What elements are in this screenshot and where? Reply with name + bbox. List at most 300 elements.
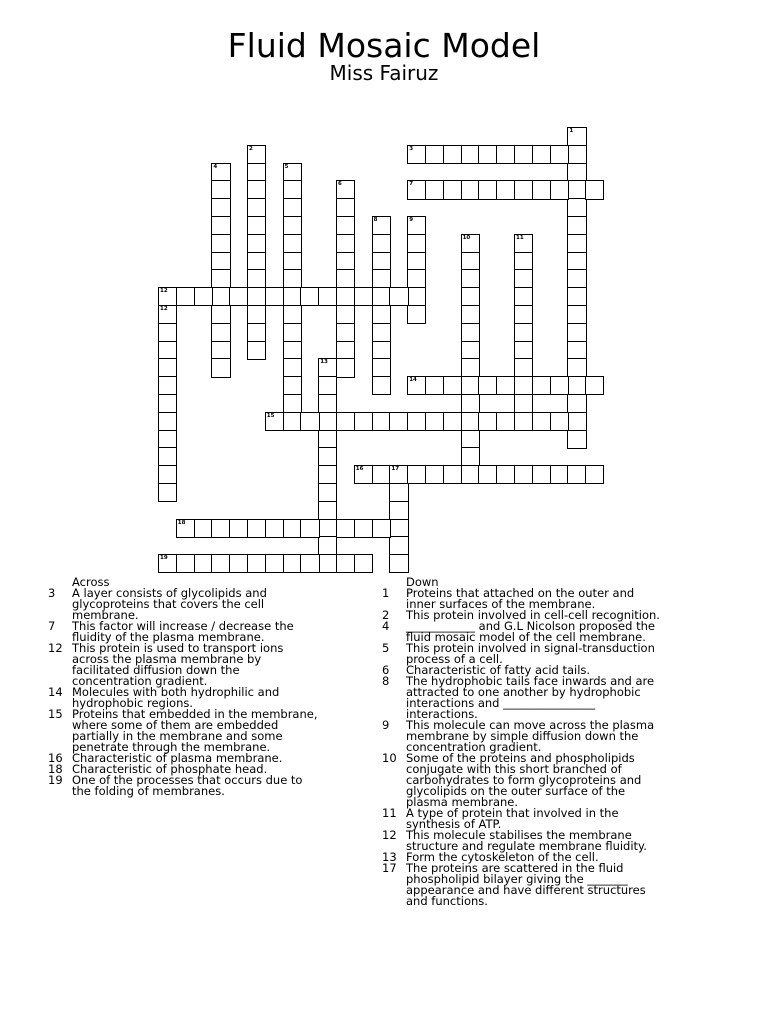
grid-cell[interactable]: [567, 358, 586, 377]
grid-cell[interactable]: [318, 519, 337, 538]
cell-number: 3: [409, 145, 414, 152]
clue-text: Characteristic of fatty acid tails.: [406, 663, 591, 677]
grid-cell[interactable]: [211, 341, 230, 360]
clue-number: 9: [382, 718, 390, 732]
grid-cell[interactable]: [461, 394, 480, 413]
clue-text: Some of the proteins and phospholipids conjugate with this short branched of carbohydrates to form glycoproteins and glycolipids on the outer surface of the plasma membrane.: [406, 751, 642, 809]
grid-cell[interactable]: [211, 180, 230, 199]
grid-cell[interactable]: [372, 216, 391, 235]
grid-cell[interactable]: [229, 519, 248, 538]
grid-cell[interactable]: [247, 252, 266, 271]
clue-text: This molecule can move across the plasma membrane by simple diffusion down the concentration gradient.: [406, 718, 655, 754]
grid-cell[interactable]: [461, 341, 480, 360]
grid-cell[interactable]: [158, 483, 177, 502]
grid-cell[interactable]: [211, 305, 230, 324]
grid-cell[interactable]: [283, 180, 302, 199]
grid-cell[interactable]: [532, 376, 551, 395]
grid-cell[interactable]: [265, 519, 284, 538]
grid-cell[interactable]: [407, 252, 426, 271]
grid-cell[interactable]: [407, 216, 426, 235]
grid-cell[interactable]: [336, 519, 355, 538]
clue-number: 12: [382, 828, 397, 842]
grid-cell[interactable]: [425, 465, 444, 484]
grid-cell[interactable]: [354, 287, 373, 306]
grid-cell[interactable]: [567, 198, 586, 217]
clue-number: 11: [382, 806, 397, 820]
grid-cell[interactable]: [567, 412, 586, 431]
grid-cell[interactable]: [496, 465, 515, 484]
grid-cell[interactable]: [247, 519, 266, 538]
grid-cell[interactable]: [514, 376, 533, 395]
grid-cell[interactable]: [372, 341, 391, 360]
clue-text: ____________ and G.L Nicolson proposed the fluid mosaic model of the cell membrane.: [406, 619, 655, 644]
grid-cell[interactable]: [532, 145, 551, 164]
down-clue: [382, 808, 662, 830]
grid-cell[interactable]: [461, 269, 480, 288]
grid-cell[interactable]: [461, 252, 480, 271]
grid-cell[interactable]: [283, 216, 302, 235]
grid-cell[interactable]: [372, 234, 391, 253]
grid-cell[interactable]: [283, 323, 302, 342]
grid-cell[interactable]: [425, 376, 444, 395]
grid-cell[interactable]: [318, 554, 337, 573]
grid-cell[interactable]: [461, 323, 480, 342]
grid-cell[interactable]: [567, 163, 586, 182]
grid-cell[interactable]: [283, 519, 302, 538]
grid-cell[interactable]: [158, 554, 177, 573]
clue-number: 16: [48, 751, 63, 765]
clue-text: The hydrophobic tails face inwards and are attracted to one another by hydrophobic interactions and ________________ interactions.: [406, 674, 655, 721]
grid-cell[interactable]: [461, 234, 480, 253]
grid-cell[interactable]: [425, 145, 444, 164]
grid-cell[interactable]: [247, 323, 266, 342]
grid-cell[interactable]: [389, 412, 408, 431]
grid-cell[interactable]: [300, 412, 319, 431]
clue-text: One of the processes that occurs due to the folding of membranes.: [72, 773, 303, 798]
down-clue: [382, 676, 662, 720]
grid-cell[interactable]: [461, 430, 480, 449]
across-clue: [48, 775, 318, 797]
down-clue: [382, 720, 662, 753]
across-clue: [48, 621, 318, 643]
grid-cell[interactable]: [389, 501, 408, 520]
grid-cell[interactable]: [247, 216, 266, 235]
grid-cell[interactable]: [211, 323, 230, 342]
clue-number: 1: [382, 586, 390, 600]
grid-cell[interactable]: [567, 394, 586, 413]
grid-cell[interactable]: [283, 358, 302, 377]
grid-cell[interactable]: [158, 341, 177, 360]
clue-number: 3: [48, 586, 56, 600]
clue-number: 6: [382, 663, 390, 677]
grid-cell[interactable]: [336, 287, 355, 306]
grid-cell[interactable]: [318, 376, 337, 395]
grid-cell[interactable]: [407, 269, 426, 288]
down-heading: Down: [406, 575, 439, 589]
grid-cell[interactable]: [211, 163, 230, 182]
grid-cell[interactable]: [514, 252, 533, 271]
grid-cell[interactable]: [496, 180, 515, 199]
grid-cell[interactable]: [514, 234, 533, 253]
grid-cell[interactable]: [407, 376, 426, 395]
grid-cell[interactable]: [336, 323, 355, 342]
clue-number: 13: [382, 850, 397, 864]
grid-cell[interactable]: [407, 465, 426, 484]
across-clue: [48, 643, 318, 687]
clue-text: This protein is used to transport ions across the plasma membrane by facilitated diffusion down the concentration gradient.: [72, 641, 284, 688]
grid-cell[interactable]: [496, 145, 515, 164]
grid-cell[interactable]: [389, 536, 408, 555]
grid-cell[interactable]: [211, 554, 230, 573]
grid-cell[interactable]: [336, 269, 355, 288]
clue-text: Proteins that embedded in the membrane, where some of them are embedded partially in the membrane and some penetrate through the membrane.: [72, 707, 318, 754]
grid-cell[interactable]: [283, 554, 302, 573]
grid-cell[interactable]: [443, 180, 462, 199]
clue-number: 15: [48, 707, 63, 721]
clue-number: 18: [48, 762, 63, 776]
down-clues: [382, 577, 662, 907]
grid-cell[interactable]: [461, 287, 480, 306]
grid-cell[interactable]: [478, 376, 497, 395]
clue-text: Proteins that attached on the outer and inner surfaces of the membrane.: [406, 586, 635, 611]
grid-cell[interactable]: [229, 287, 248, 306]
grid-cell[interactable]: [372, 305, 391, 324]
grid-cell[interactable]: [585, 376, 604, 395]
grid-cell[interactable]: [283, 305, 302, 324]
grid-cell[interactable]: [461, 145, 480, 164]
clue-number: 8: [382, 674, 390, 688]
clue-text: The proteins are scattered in the fluid phospholipid bilayer giving the _______ appearance and have different structures and functions.: [406, 861, 646, 908]
grid-cell[interactable]: [389, 465, 408, 484]
clue-text: Characteristic of plasma membrane.: [72, 751, 283, 765]
grid-cell[interactable]: [336, 554, 355, 573]
grid-cell[interactable]: [247, 269, 266, 288]
grid-cell[interactable]: [247, 341, 266, 360]
grid-cell[interactable]: [194, 287, 213, 306]
clue-number: 7: [48, 619, 56, 633]
grid-cell[interactable]: [247, 163, 266, 182]
grid-cell[interactable]: [247, 234, 266, 253]
down-clue: [382, 643, 662, 665]
grid-cell[interactable]: [514, 145, 533, 164]
grid-cell[interactable]: [211, 287, 230, 306]
cell-number: 19: [160, 555, 168, 562]
grid-cell[interactable]: [211, 252, 230, 271]
clue-number: 17: [382, 861, 397, 875]
grid-cell[interactable]: [283, 163, 302, 182]
cell-number: 14: [409, 377, 417, 384]
grid-cell[interactable]: [336, 216, 355, 235]
grid-cell[interactable]: [336, 412, 355, 431]
clue-number: 14: [48, 685, 63, 699]
grid-cell[interactable]: [514, 287, 533, 306]
down-clue: [382, 830, 662, 852]
grid-cell[interactable]: [158, 287, 177, 306]
grid-cell[interactable]: [354, 519, 373, 538]
grid-cell[interactable]: [443, 376, 462, 395]
cell-number: 18: [177, 519, 186, 526]
grid-cell[interactable]: [194, 554, 213, 573]
grid-cell[interactable]: [567, 376, 586, 395]
grid-cell[interactable]: [389, 554, 408, 573]
grid-cell[interactable]: [247, 287, 266, 306]
grid-cell[interactable]: [567, 269, 586, 288]
clue-number: 19: [48, 773, 63, 787]
grid-cell[interactable]: [300, 554, 319, 573]
grid-cell[interactable]: [372, 412, 391, 431]
grid-cell[interactable]: [372, 252, 391, 271]
grid-cell[interactable]: [336, 305, 355, 324]
grid-cell[interactable]: [461, 412, 480, 431]
grid-cell[interactable]: [550, 180, 569, 199]
grid-cell[interactable]: [461, 305, 480, 324]
grid-cell[interactable]: [461, 465, 480, 484]
grid-cell[interactable]: [461, 358, 480, 377]
cell-number: 17: [391, 466, 400, 473]
grid-cell[interactable]: [336, 358, 355, 377]
clue-text: This protein involved in cell-cell recognition.: [406, 608, 660, 622]
grid-cell[interactable]: [407, 234, 426, 253]
grid-cell[interactable]: [283, 412, 302, 431]
cell-number: 10: [462, 234, 471, 241]
grid-cell[interactable]: [550, 376, 569, 395]
cell-number: 13: [320, 359, 328, 366]
grid-cell[interactable]: [372, 358, 391, 377]
cell-number: 9: [409, 217, 414, 223]
grid-cell[interactable]: [407, 412, 426, 431]
grid-cell[interactable]: [567, 305, 586, 324]
grid-cell[interactable]: [372, 376, 391, 395]
grid-cell[interactable]: [372, 519, 391, 538]
grid-cell[interactable]: [211, 234, 230, 253]
grid-cell[interactable]: [567, 234, 586, 253]
clue-text: This factor will increase / decrease the fluidity of the plasma membrane.: [72, 619, 294, 644]
grid-cell[interactable]: [158, 430, 177, 449]
down-clue: [382, 753, 662, 808]
grid-cell[interactable]: [336, 252, 355, 271]
grid-cell[interactable]: [389, 287, 408, 306]
down-clue: [382, 621, 662, 643]
grid-cell[interactable]: [514, 323, 533, 342]
down-clue: [382, 863, 662, 907]
grid-cell[interactable]: [514, 394, 533, 413]
grid-cell[interactable]: [158, 447, 177, 466]
grid-cell[interactable]: [158, 323, 177, 342]
grid-cell[interactable]: [211, 216, 230, 235]
grid-cell[interactable]: [336, 341, 355, 360]
grid-cell[interactable]: [300, 287, 319, 306]
grid-cell[interactable]: [567, 252, 586, 271]
grid-cell[interactable]: [478, 412, 497, 431]
grid-cell[interactable]: [514, 465, 533, 484]
grid-cell[interactable]: [567, 430, 586, 449]
grid-cell[interactable]: [514, 305, 533, 324]
grid-cell[interactable]: [550, 145, 569, 164]
grid-cell[interactable]: [478, 465, 497, 484]
grid-cell[interactable]: [514, 180, 533, 199]
grid-cell[interactable]: [532, 180, 551, 199]
grid-cell[interactable]: [318, 287, 337, 306]
grid-cell[interactable]: [283, 376, 302, 395]
grid-cell[interactable]: [354, 412, 373, 431]
cell-number: 8: [373, 217, 378, 223]
grid-cell[interactable]: [318, 412, 337, 431]
across-heading: Across: [72, 575, 110, 589]
grid-cell[interactable]: [158, 394, 177, 413]
grid-cell[interactable]: [283, 341, 302, 360]
grid-cell[interactable]: [372, 287, 391, 306]
grid-cell[interactable]: [247, 554, 266, 573]
grid-cell[interactable]: [318, 447, 337, 466]
grid-cell[interactable]: [211, 358, 230, 377]
grid-cell[interactable]: [567, 465, 586, 484]
grid-cell[interactable]: [283, 394, 302, 413]
grid-cell[interactable]: [265, 287, 284, 306]
grid-cell[interactable]: [425, 180, 444, 199]
grid-cell[interactable]: [461, 447, 480, 466]
grid-cell[interactable]: [265, 412, 284, 431]
grid-cell[interactable]: [567, 323, 586, 342]
cell-number: 1: [569, 128, 574, 134]
grid-cell[interactable]: [372, 465, 391, 484]
grid-cell[interactable]: [158, 465, 177, 484]
grid-cell[interactable]: [176, 287, 195, 306]
cell-number: 4: [213, 163, 218, 170]
cell-number: 6: [338, 181, 342, 188]
grid-cell[interactable]: [283, 269, 302, 288]
grid-cell[interactable]: [407, 305, 426, 324]
grid-cell[interactable]: [585, 465, 604, 484]
grid-cell[interactable]: [318, 430, 337, 449]
grid-cell[interactable]: [176, 554, 195, 573]
grid-cell[interactable]: [283, 198, 302, 217]
grid-cell[interactable]: [532, 465, 551, 484]
clue-number: 2: [382, 608, 390, 622]
grid-cell[interactable]: [407, 180, 426, 199]
grid-cell[interactable]: [247, 180, 266, 199]
cell-number: 5: [284, 163, 289, 170]
cell-number: 11: [516, 234, 524, 241]
cell-number: 15: [266, 412, 275, 419]
page-subtitle: Miss Fairuz: [329, 61, 439, 85]
cell-number: 12: [160, 288, 168, 295]
grid-cell[interactable]: [300, 519, 319, 538]
grid-cell[interactable]: [425, 412, 444, 431]
grid-cell[interactable]: [532, 412, 551, 431]
grid-cell[interactable]: [336, 198, 355, 217]
clue-text: Molecules with both hydrophilic and hydrophobic regions.: [72, 685, 280, 710]
grid-cell[interactable]: [478, 145, 497, 164]
grid-cell[interactable]: [443, 465, 462, 484]
grid-cell[interactable]: [389, 519, 408, 538]
grid-cell[interactable]: [283, 287, 302, 306]
cell-number: 7: [409, 181, 414, 188]
grid-cell[interactable]: [229, 554, 248, 573]
grid-cell[interactable]: [514, 358, 533, 377]
cell-number: 16: [355, 466, 364, 473]
grid-cell[interactable]: [567, 180, 586, 199]
grid-cell[interactable]: [496, 412, 515, 431]
grid-cell[interactable]: [158, 358, 177, 377]
grid-cell[interactable]: [318, 536, 337, 555]
grid-cell[interactable]: [247, 198, 266, 217]
across-clues: [48, 577, 318, 797]
grid-cell[interactable]: [336, 234, 355, 253]
grid-cell[interactable]: [514, 341, 533, 360]
grid-cell[interactable]: [407, 145, 426, 164]
grid-cell[interactable]: [318, 394, 337, 413]
grid-cell[interactable]: [567, 216, 586, 235]
across-clue: [48, 687, 318, 709]
clue-number: 4: [382, 619, 390, 633]
cell-number: 12: [160, 306, 168, 312]
grid-cell[interactable]: [283, 234, 302, 253]
grid-cell[interactable]: [158, 305, 177, 324]
grid-cell[interactable]: [514, 269, 533, 288]
grid-cell[interactable]: [211, 269, 230, 288]
grid-cell[interactable]: [283, 252, 302, 271]
cell-number: 2: [249, 145, 253, 152]
grid-cell[interactable]: [211, 198, 230, 217]
grid-cell[interactable]: [496, 376, 515, 395]
grid-cell[interactable]: [443, 145, 462, 164]
clue-text: Characteristic of phosphate head.: [72, 762, 268, 776]
grid-cell[interactable]: [567, 127, 586, 146]
grid-cell[interactable]: [265, 554, 284, 573]
grid-cell[interactable]: [585, 180, 604, 199]
grid-cell[interactable]: [176, 519, 195, 538]
grid-cell[interactable]: [372, 269, 391, 288]
clue-text: This protein involved in signal-transduction process of a cell.: [406, 641, 655, 666]
grid-cell[interactable]: [461, 376, 480, 395]
grid-cell[interactable]: [318, 465, 337, 484]
grid-cell[interactable]: [211, 519, 230, 538]
grid-cell[interactable]: [354, 465, 373, 484]
grid-cell[interactable]: [318, 358, 337, 377]
grid-cell[interactable]: [550, 412, 569, 431]
grid-cell[interactable]: [550, 465, 569, 484]
clue-text: Form the cytoskeleton of the cell.: [406, 850, 599, 864]
grid-cell[interactable]: [158, 376, 177, 395]
grid-cell[interactable]: [318, 483, 337, 502]
grid-cell[interactable]: [389, 483, 408, 502]
grid-cell[interactable]: [194, 519, 213, 538]
grid-cell[interactable]: [443, 412, 462, 431]
clue-text: A type of protein that involved in the synthesis of ATP.: [406, 806, 619, 831]
grid-cell[interactable]: [158, 412, 177, 431]
grid-cell[interactable]: [478, 180, 497, 199]
grid-cell[interactable]: [372, 323, 391, 342]
across-clue: [48, 709, 318, 753]
across-clue: [48, 588, 318, 621]
grid-cell[interactable]: [336, 180, 355, 199]
grid-cell[interactable]: [567, 341, 586, 360]
grid-cell[interactable]: [567, 145, 586, 164]
grid-cell[interactable]: [318, 501, 337, 520]
clue-text: A layer consists of glycolipids and glycoproteins that covers the cell membrane.: [72, 586, 267, 622]
grid-cell[interactable]: [567, 287, 586, 306]
clue-number: 12: [48, 641, 63, 655]
grid-cell[interactable]: [407, 287, 426, 306]
clue-number: 10: [382, 751, 397, 765]
page-title: Fluid Mosaic Model: [227, 26, 541, 65]
grid-cell[interactable]: [514, 412, 533, 431]
clue-text: This molecule stabilises the membrane structure and regulate membrane fluidity.: [406, 828, 647, 853]
grid-cell[interactable]: [461, 180, 480, 199]
grid-cell[interactable]: [247, 305, 266, 324]
grid-cell[interactable]: [354, 554, 373, 573]
grid-cell[interactable]: [247, 145, 266, 164]
